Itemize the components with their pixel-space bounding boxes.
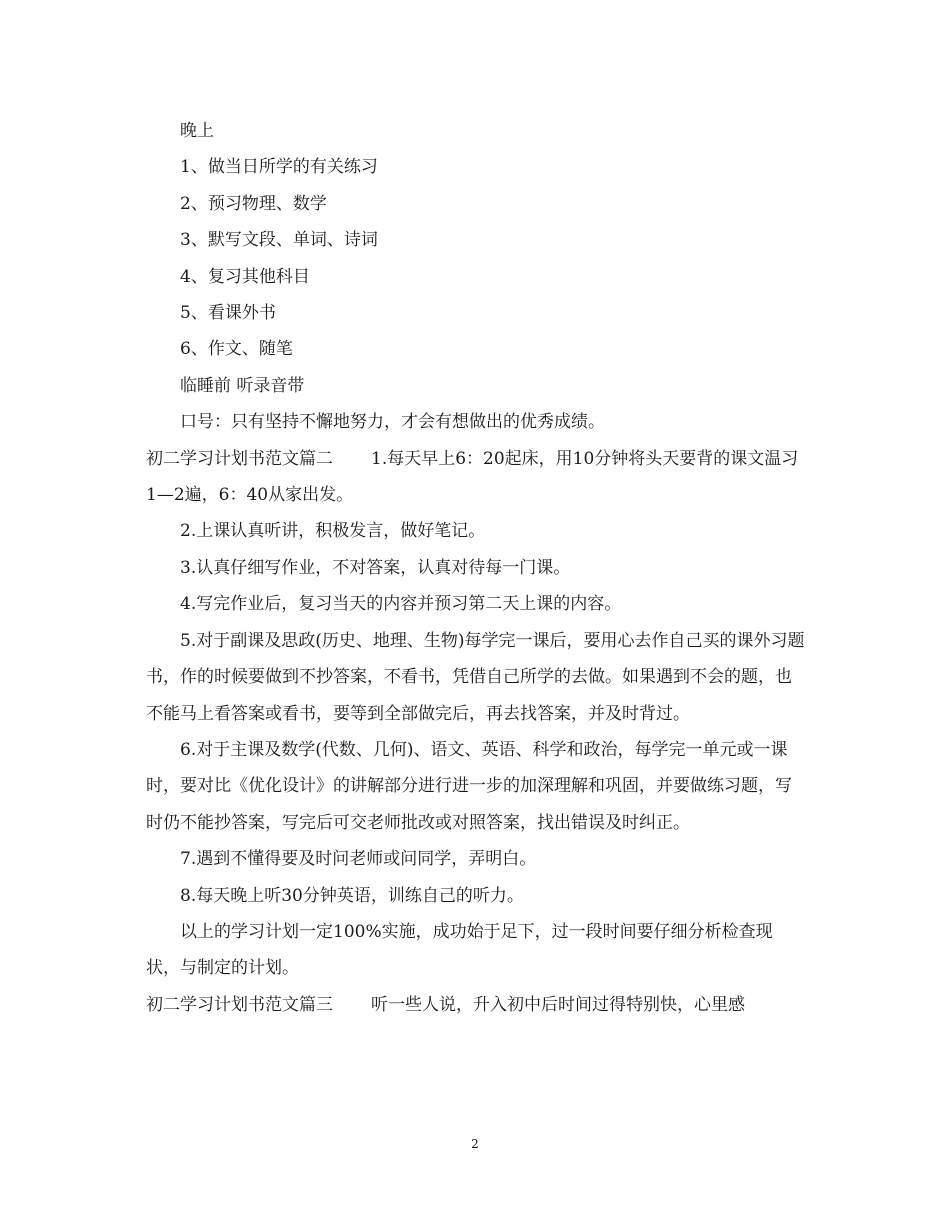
bedtime-note: 临睡前 听录音带 [180,375,305,396]
section3-first-paragraph [146,987,806,1023]
page-number: 2 [471,1137,479,1151]
evening-item-4: 4、复习其他科目 [180,266,310,287]
section2-item-2: 2.上课认真听讲，积极发言，做好笔记。 [180,521,486,542]
section2-item-6: 6.对于主课及数学(代数、几何)、语文、英语、科学和政治，每学完一单元或一课时，要对比《优化设计》的讲解部分进行进一步的加深理解和巩固，并要做练习题，写时仍不能抄答案，写完后可交老师批改或对照答案，找出错误及时纠正。 [146,739,792,833]
section2-title: 初二学习计划书范文篇二 [146,448,333,469]
section2-item-3: 3.认真仔细写作业，不对答案，认真对待每一门课。 [180,557,571,578]
evening-heading: 晚上 [180,121,214,141]
evening-item-6: 6、作文、随笔 [180,339,293,360]
evening-item-2: 2、预习物理、数学 [180,193,327,214]
section2-item-1: 1.每天早上6：20起床，用10分钟将头天要背的课文温习1—2遍，6：40从家出发。 [146,448,799,506]
evening-item-1: 1、做当日所学的有关练习 [180,157,378,178]
document-body [146,113,806,1023]
section2-item-4: 4.写完作业后，复习当天的内容并预习第二天上课的内容。 [180,594,622,615]
section2-first-paragraph [146,441,806,514]
section3-intro: 听一些人说，升入初中后时间过得特别快，心里感 [371,994,745,1015]
slogan: 口号：只有坚持不懈地努力，才会有想做出的优秀成绩。 [180,412,605,433]
section2-item-8: 8.每天晚上听30分钟英语，训练自己的听力。 [180,885,524,906]
section2-conclusion: 以上的学习计划一定100%实施，成功始于足下，过一段时间要仔细分析检查现状，与制定的计划。 [146,921,773,979]
evening-item-3: 3、默写文段、单词、诗词 [180,230,378,251]
section2-item-5: 5.对于副课及思政(历史、地理、生物)每学完一课后，要用心去作自己买的课外习题书，作的时候要做到不抄答案，不看书，凭借自己所学的去做。如果遇到不会的题，也不能马上看答案或看书，要等到全部做完后，再去找答案，并及时背过。 [146,630,805,724]
section3-title: 初二学习计划书范文篇三 [146,994,333,1015]
section2-item-7: 7.遇到不懂得要及时问老师或问同学，弄明白。 [180,849,537,870]
evening-item-5: 5、看课外书 [180,303,276,324]
